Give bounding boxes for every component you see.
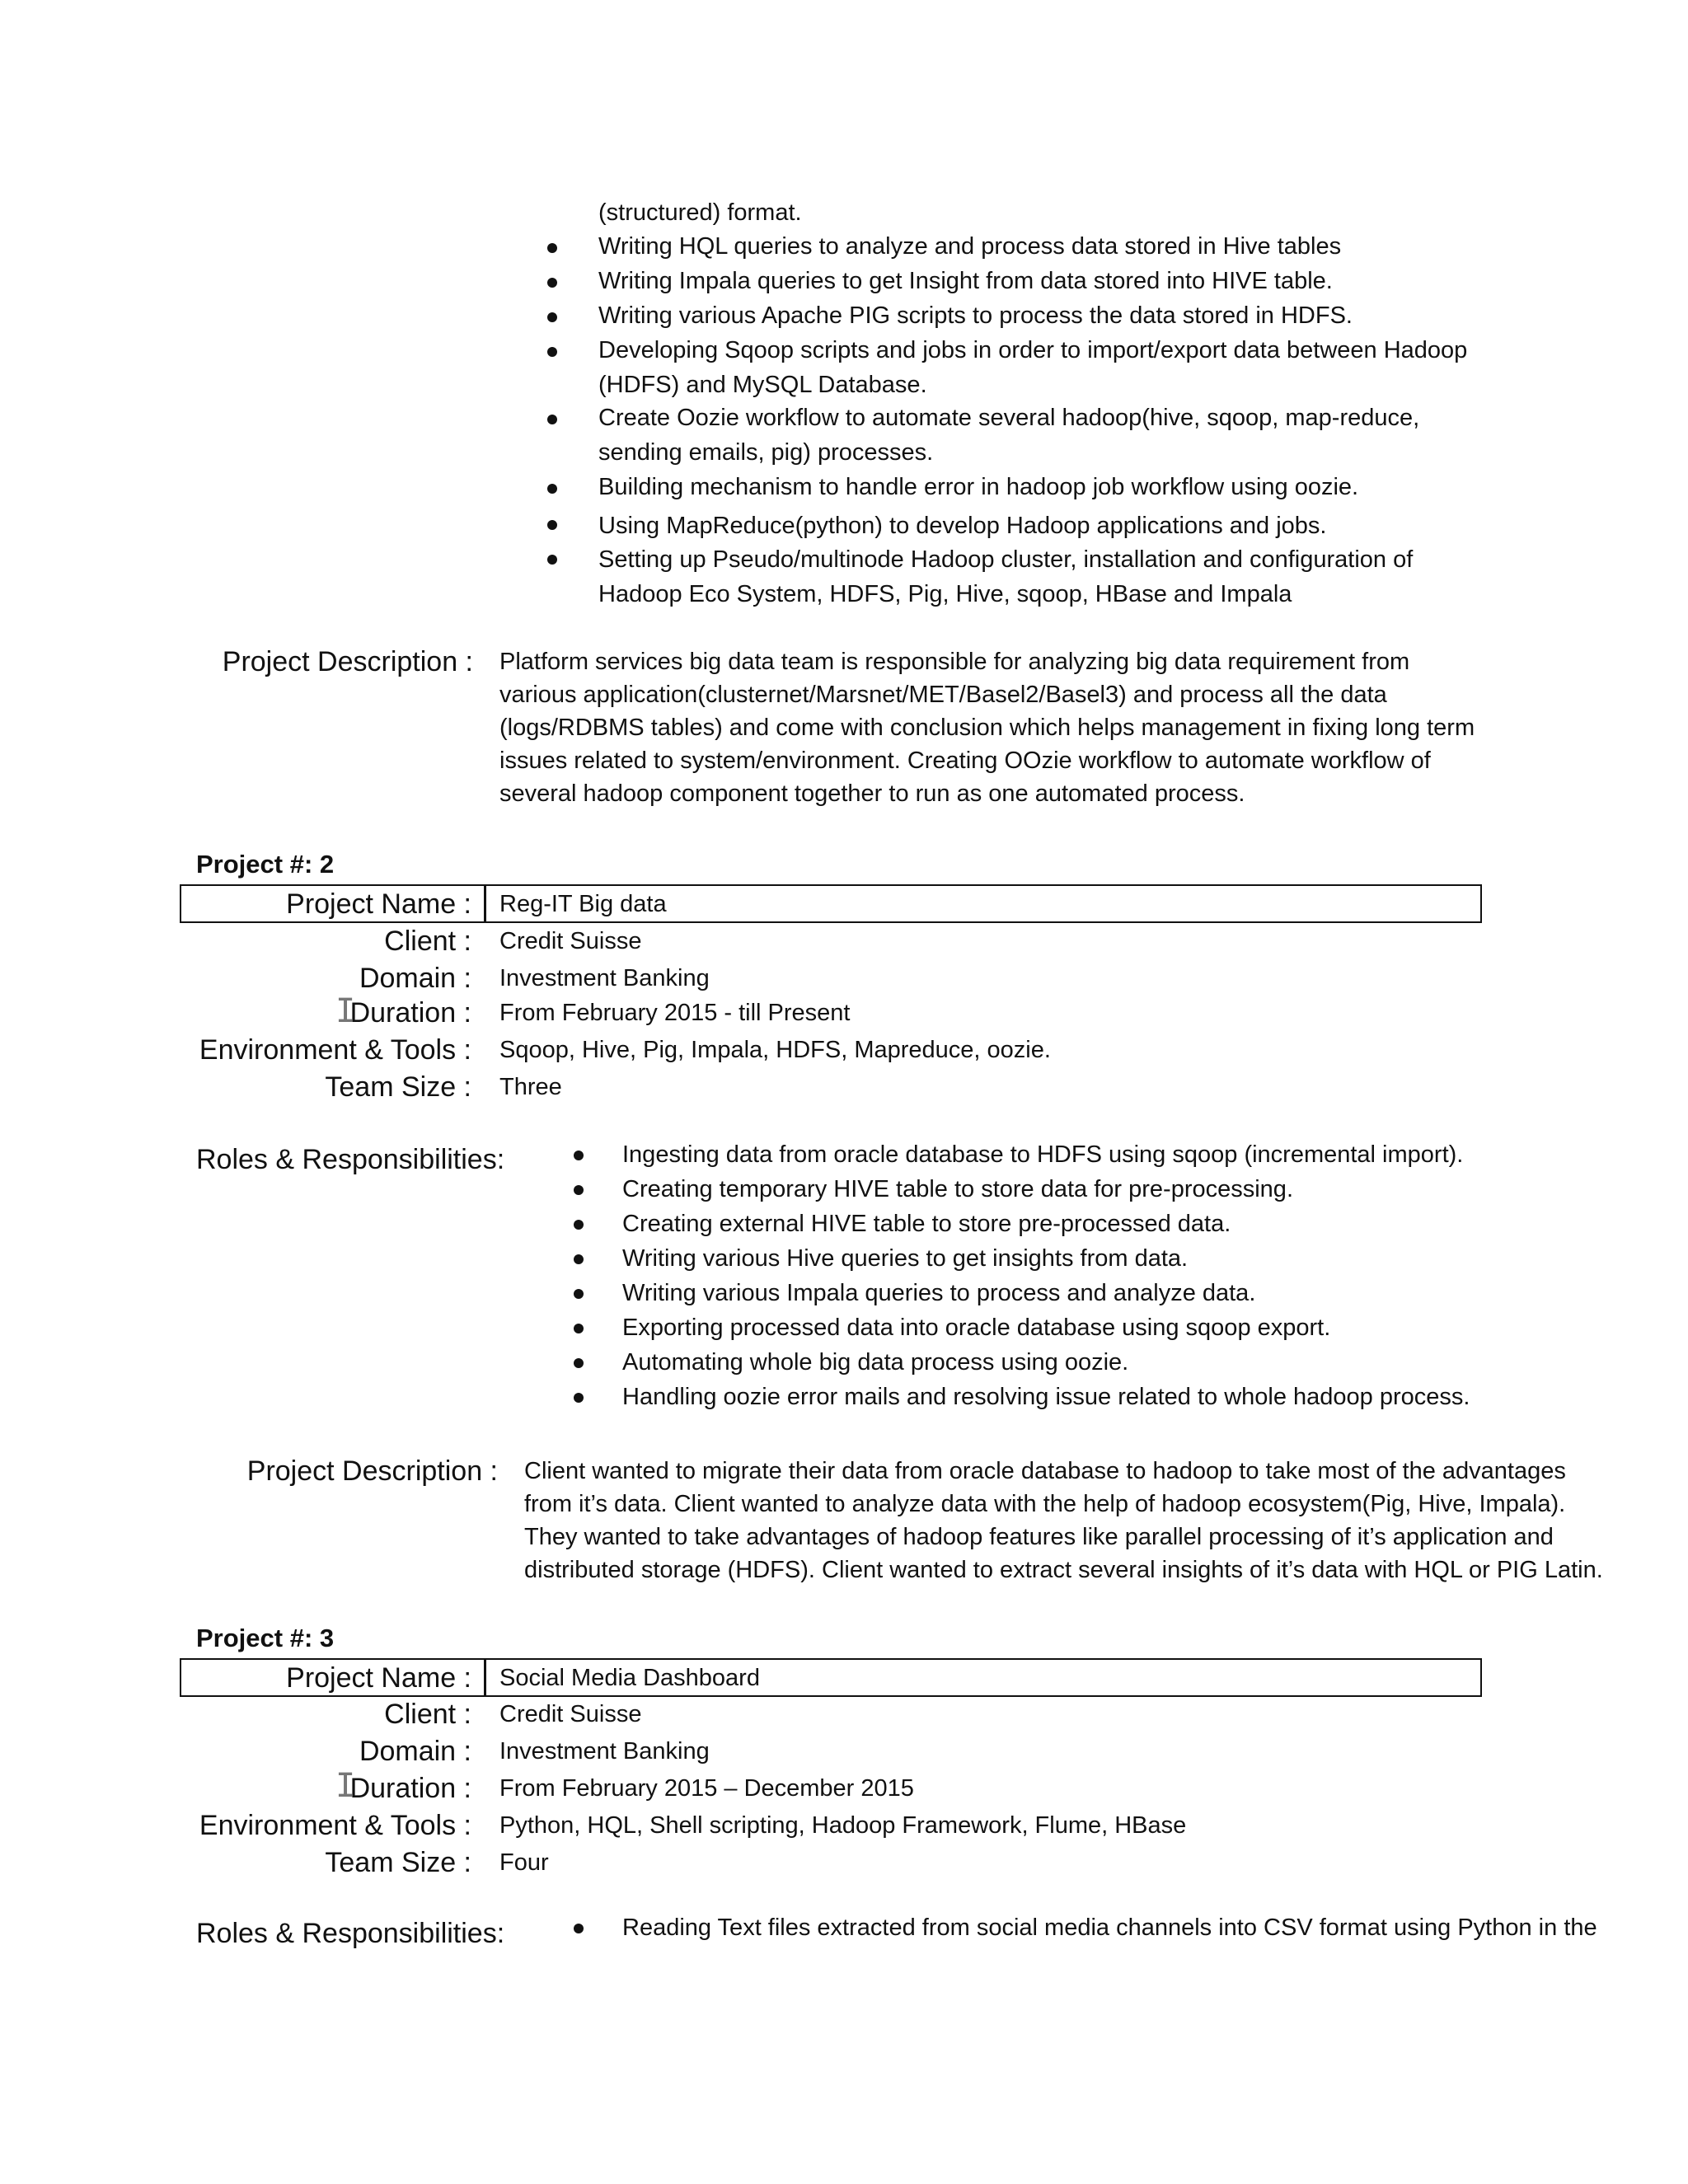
- description-line: Client wanted to migrate their data from oracle database to hadoop to take most of the advantages: [524, 1458, 1566, 1484]
- project-name-divider: [484, 1658, 486, 1697]
- bullet-text: sending emails, pig) processes.: [598, 439, 934, 466]
- bullet-dot: [574, 1358, 584, 1368]
- description-line: issues related to system/environment. Creating OOzie workflow to automate workflow of: [499, 748, 1431, 774]
- role-item: Creating external HIVE table to store pre-processed data.: [622, 1211, 1231, 1237]
- domain-label: Domain :: [359, 963, 471, 994]
- bullet-text: Writing Impala queries to get Insight from data stored into HIVE table.: [598, 268, 1333, 294]
- environment-label: Environment & Tools :: [199, 1034, 471, 1066]
- project-name-value: Social Media Dashboard: [499, 1665, 760, 1691]
- project-heading: Project #: 2: [196, 850, 335, 879]
- bullet-text: Create Oozie workflow to automate several hadoop(hive, sqoop, map-reduce,: [598, 405, 1420, 431]
- bullet-text: Hadoop Eco System, HDFS, Pig, Hive, sqoop, HBase and Impala: [598, 581, 1292, 607]
- bullet-dot: [547, 484, 557, 494]
- team-size-value: Four: [499, 1849, 549, 1876]
- environment-value: Python, HQL, Shell scripting, Hadoop Framework, Flume, HBase: [499, 1812, 1187, 1839]
- duration-label: Duration :: [349, 997, 471, 1029]
- bullet-text: (HDFS) and MySQL Database.: [598, 372, 927, 398]
- role-item: Creating temporary HIVE table to store data for pre-processing.: [622, 1176, 1293, 1202]
- duration-label: Duration :: [349, 1773, 471, 1804]
- text-cursor-icon: I: [335, 992, 356, 1030]
- bullet-text: Setting up Pseudo/multinode Hadoop cluster, installation and configuration of: [598, 546, 1414, 573]
- domain-value: Investment Banking: [499, 1738, 710, 1765]
- description-line: They wanted to take advantages of hadoop features like parallel processing of it’s application and: [524, 1524, 1554, 1550]
- description-line: Platform services big data team is responsible for analyzing big data requirement from: [499, 649, 1410, 675]
- description-line: from it’s data. Client wanted to analyze data with the help of hadoop ecosystem(Pig, Hive, Impala).: [524, 1491, 1566, 1517]
- text-cursor-icon: I: [335, 1767, 356, 1805]
- bullet-dot: [574, 1151, 584, 1160]
- description-line: various application(clusternet/Marsnet/MET/Basel2/Basel3) and process all the data: [499, 682, 1387, 708]
- team-size-label: Team Size :: [325, 1071, 471, 1103]
- bullet-continuation-text: (structured) format.: [598, 199, 802, 226]
- project-name-value: Reg-IT Big data: [499, 891, 667, 917]
- bullet-dot: [574, 1220, 584, 1230]
- bullet-dot: [547, 415, 557, 424]
- client-label: Client :: [384, 1699, 471, 1730]
- bullet-text: Writing HQL queries to analyze and process data stored in Hive tables: [598, 233, 1342, 260]
- role-item: Ingesting data from oracle database to HDFS using sqoop (incremental import).: [622, 1141, 1464, 1168]
- duration-value: From February 2015 - till Present: [499, 1000, 851, 1026]
- duration-value: From February 2015 – December 2015: [499, 1775, 914, 1802]
- bullet-dot: [574, 1185, 584, 1195]
- project-name-label: Project Name :: [286, 1662, 471, 1694]
- client-label: Client :: [384, 926, 471, 957]
- bullet-dot: [547, 243, 557, 253]
- roles-label: Roles & Responsibilities:: [196, 1144, 505, 1175]
- bullet-text: Building mechanism to handle error in hadoop job workflow using oozie.: [598, 474, 1359, 500]
- project-description-label: Project Description :: [246, 1455, 498, 1487]
- domain-label: Domain :: [359, 1736, 471, 1767]
- bullet-dot: [547, 312, 557, 322]
- client-value: Credit Suisse: [499, 928, 642, 954]
- project-description-label: Project Description :: [222, 646, 473, 677]
- bullet-dot: [547, 278, 557, 288]
- role-item: Handling oozie error mails and resolving issue related to whole hadoop process.: [622, 1384, 1470, 1410]
- bullet-dot: [574, 1289, 584, 1299]
- bullet-dot: [574, 1254, 584, 1264]
- environment-value: Sqoop, Hive, Pig, Impala, HDFS, Mapreduce, oozie.: [499, 1037, 1051, 1063]
- project-name-label: Project Name :: [286, 888, 471, 920]
- project-heading: Project #: 3: [196, 1624, 335, 1652]
- description-line: several hadoop component together to run as one automated process.: [499, 780, 1245, 807]
- bullet-dot: [547, 555, 557, 565]
- bullet-text: Using MapReduce(python) to develop Hadoop applications and jobs.: [598, 513, 1327, 539]
- bullet-text: Writing various Apache PIG scripts to process the data stored in HDFS.: [598, 302, 1353, 329]
- description-line: (logs/RDBMS tables) and come with conclusion which helps management in fixing long term: [499, 715, 1475, 741]
- roles-label: Roles & Responsibilities:: [196, 1918, 505, 1949]
- bullet-dot: [574, 1924, 584, 1933]
- client-value: Credit Suisse: [499, 1701, 642, 1727]
- description-line: distributed storage (HDFS). Client wanted to extract several insights of it’s data with HQL or PIG Latin.: [524, 1557, 1603, 1583]
- bullet-dot: [547, 347, 557, 357]
- team-size-label: Team Size :: [325, 1847, 471, 1878]
- role-item: Reading Text files extracted from social media channels into CSV format using Python in the: [622, 1915, 1597, 1941]
- role-item: Writing various Hive queries to get insights from data.: [622, 1245, 1189, 1272]
- project-name-divider: [484, 884, 486, 923]
- role-item: Automating whole big data process using oozie.: [622, 1349, 1129, 1376]
- role-item: Writing various Impala queries to process and analyze data.: [622, 1280, 1256, 1306]
- role-item: Exporting processed data into oracle database using sqoop export.: [622, 1315, 1331, 1341]
- domain-value: Investment Banking: [499, 965, 710, 991]
- environment-label: Environment & Tools :: [199, 1810, 471, 1841]
- bullet-text: Developing Sqoop scripts and jobs in order to import/export data between Hadoop: [598, 337, 1468, 363]
- bullet-dot: [574, 1324, 584, 1333]
- bullet-dot: [574, 1393, 584, 1403]
- bullet-dot: [547, 520, 557, 530]
- team-size-value: Three: [499, 1074, 562, 1100]
